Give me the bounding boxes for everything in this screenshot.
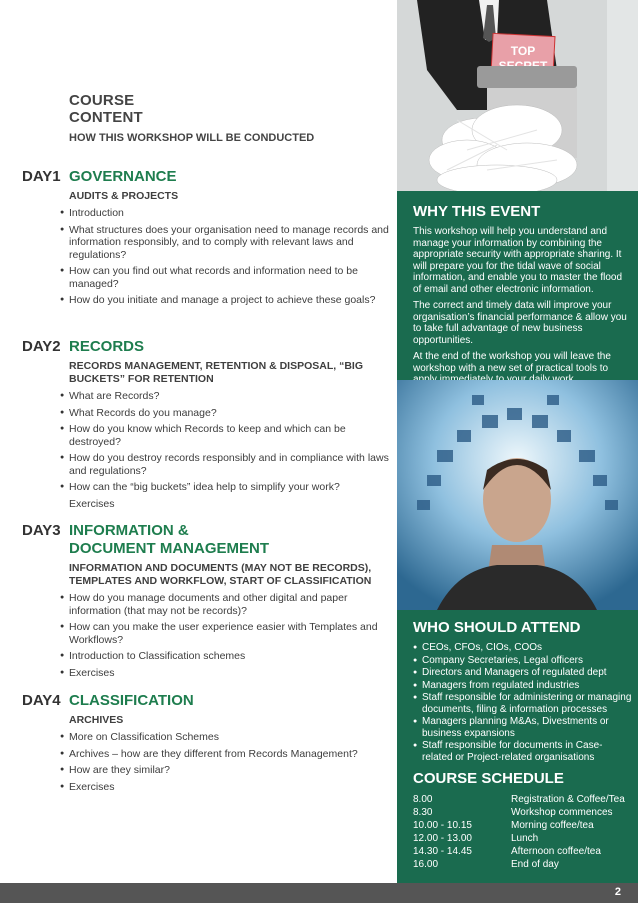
- attendee-item: ● Company Secretaries, Legal officers: [413, 655, 633, 667]
- day-title: RECORDS: [69, 338, 145, 355]
- sign-text-1: TOP: [510, 44, 536, 58]
- day-subtitle: AUDITS & PROJECTS: [69, 190, 179, 202]
- shredder-illustration: [397, 0, 638, 191]
- day-list-item: ● Introduction: [69, 207, 392, 220]
- digital-head-photo: [397, 380, 638, 610]
- day-section-4: [22, 692, 392, 797]
- day-heading: [22, 692, 392, 710]
- attendee-item: ● Staff responsible for documents in Case-related or Project-related organisations: [413, 740, 633, 763]
- shredder-top: [477, 66, 577, 88]
- day-body: [69, 562, 392, 679]
- day-list-item: ● Exercises: [69, 781, 392, 794]
- schedule-time: 14.30 - 14.45: [413, 846, 472, 857]
- digital-head-illustration: [397, 380, 638, 610]
- schedule-event: Afternoon coffee/tea: [511, 846, 601, 857]
- day-section-2: [22, 338, 392, 514]
- schedule-time: 8.30: [413, 807, 433, 818]
- day-number: DAY3: [22, 522, 61, 539]
- course-title-line1: COURSE: [69, 92, 135, 109]
- day-list-item: ● How can you find out what records and information need to be managed?: [69, 265, 392, 290]
- day-section-3: [22, 522, 392, 683]
- day-title-wrap: [69, 168, 177, 186]
- day-list-item: ● More on Classification Schemes: [69, 731, 392, 744]
- attendee-item: ● Staff responsible for administering or managing documents, filing & information processes: [413, 692, 633, 715]
- day-title-wrap: [69, 522, 269, 558]
- day-items: [69, 731, 392, 793]
- attendee-item: ● CEOs, CFOs, CIOs, COOs: [413, 642, 633, 654]
- day-heading: [22, 168, 392, 186]
- day-list-item: ● How do you initiate and manage a project to achieve these goals?: [69, 294, 392, 307]
- schedule-row: [413, 832, 633, 845]
- why-paragraph: This workshop will help you understand and manage your information by combining the appropriate security with appropriate sharing. It will prepare you for the tidal wave of social information, and enable you to master the flood of email and other electronic information.: [413, 226, 623, 295]
- schedule-event: Lunch: [511, 833, 539, 844]
- day-list-item: ● What structures does your organisation need to manage records and information responsibly, and to comply with relevant laws and regulations?: [69, 224, 392, 262]
- day-number: DAY1: [22, 168, 61, 185]
- day-number: DAY2: [22, 338, 61, 355]
- day-title-wrap: [69, 338, 144, 356]
- schedule-title: COURSE SCHEDULE: [413, 770, 564, 787]
- schedule-row: [413, 858, 633, 871]
- footer-bar: [0, 883, 638, 903]
- day-number: DAY4: [22, 692, 61, 709]
- day-list-item: ● How can you make the user experience easier with Templates and Workflows?: [69, 621, 392, 646]
- page-number: 2: [614, 886, 621, 898]
- day-list-item: Exercises: [69, 497, 115, 510]
- attendee-item: ● Managers planning M&As, Divestments or business expansions: [413, 716, 633, 739]
- schedule-row: [413, 806, 633, 819]
- schedule-event: Registration & Coffee/Tea: [511, 794, 625, 805]
- day-title: CLASSIFICATION: [69, 692, 194, 709]
- day-body: [69, 714, 392, 793]
- shredder-photo: [397, 0, 638, 191]
- day-list-item: ● What are Records?: [69, 390, 392, 403]
- why-paragraph: At the end of the workshop you will leave the workshop with a new set of practical tools to: [413, 351, 611, 374]
- day-list-item: ● How do you destroy records responsibly and in compliance with laws and regulations?: [69, 452, 392, 477]
- schedule-table: [413, 793, 633, 871]
- schedule-event: End of day: [511, 859, 559, 870]
- day-list-item: ● How are they similar?: [69, 764, 392, 777]
- day-title-wrap: [69, 692, 194, 710]
- day-list-item: ● Archives – how are they different from Records Management?: [69, 748, 392, 761]
- day-subtitle: INFORMATION AND DOCUMENTS (MAY NOT BE RECORDS), TEMPLATES AND WORKFLOW, START OF CLASSIFICATION: [69, 562, 372, 587]
- schedule-time: 12.00 - 13.00: [413, 833, 472, 844]
- day-heading: [22, 522, 392, 558]
- day-title-line2: DOCUMENT MANAGEMENT: [69, 540, 269, 557]
- schedule-time: 16.00: [413, 859, 439, 870]
- day-items: [69, 207, 392, 307]
- day-items: [69, 390, 392, 510]
- day-title: INFORMATION &: [69, 522, 189, 539]
- schedule-time: 10.00 - 10.15: [413, 820, 472, 831]
- day-items: [69, 592, 392, 679]
- why-paragraph: The correct and timely data will improve your organisation’s financial performance & allow you to take full advantage of new business opportunities.: [413, 300, 627, 346]
- attendee-item: ● Managers from regulated industries: [413, 680, 633, 692]
- course-content-header: [69, 92, 314, 144]
- day-body: [69, 360, 392, 510]
- day-title: GOVERNANCE: [69, 168, 177, 185]
- schedule-row: [413, 845, 633, 858]
- day-list-item: ● Exercises: [69, 667, 392, 680]
- course-title-line2: CONTENT: [69, 109, 143, 126]
- who-list: [413, 642, 633, 764]
- schedule-event: Workshop commences: [511, 807, 613, 818]
- why-title: WHY THIS EVENT: [413, 203, 541, 220]
- who-title: WHO SHOULD ATTEND: [413, 619, 581, 636]
- right-panel: [397, 0, 638, 883]
- schedule-event: Morning coffee/tea: [511, 820, 594, 831]
- day-list-item: ● How do you know which Records to keep and which can be destroyed?: [69, 423, 392, 448]
- day-list-item: ● Introduction to Classification schemes: [69, 650, 392, 663]
- attendee-item: ● Directors and Managers of regulated dept: [413, 667, 633, 679]
- day-list-item: ● How can the “big buckets” idea help to simplify your work?: [69, 481, 392, 494]
- day-section-1: [22, 168, 392, 311]
- day-subtitle: RECORDS MANAGEMENT, RETENTION & DISPOSAL, “BIG BUCKETS” FOR RETENTION: [69, 360, 364, 385]
- day-heading: [22, 338, 392, 356]
- day-list-item: ● How do you manage documents and other digital and paper information (that may not be records)?: [69, 592, 392, 617]
- course-subtitle: HOW THIS WORKSHOP WILL BE CONDUCTED: [69, 132, 315, 144]
- schedule-row: [413, 793, 633, 806]
- why-text: [413, 226, 628, 391]
- day-body: [69, 190, 392, 307]
- day-subtitle: ARCHIVES: [69, 714, 124, 726]
- day-list-item: ● What Records do you manage?: [69, 407, 392, 420]
- schedule-row: [413, 819, 633, 832]
- schedule-time: 8.00: [413, 794, 433, 805]
